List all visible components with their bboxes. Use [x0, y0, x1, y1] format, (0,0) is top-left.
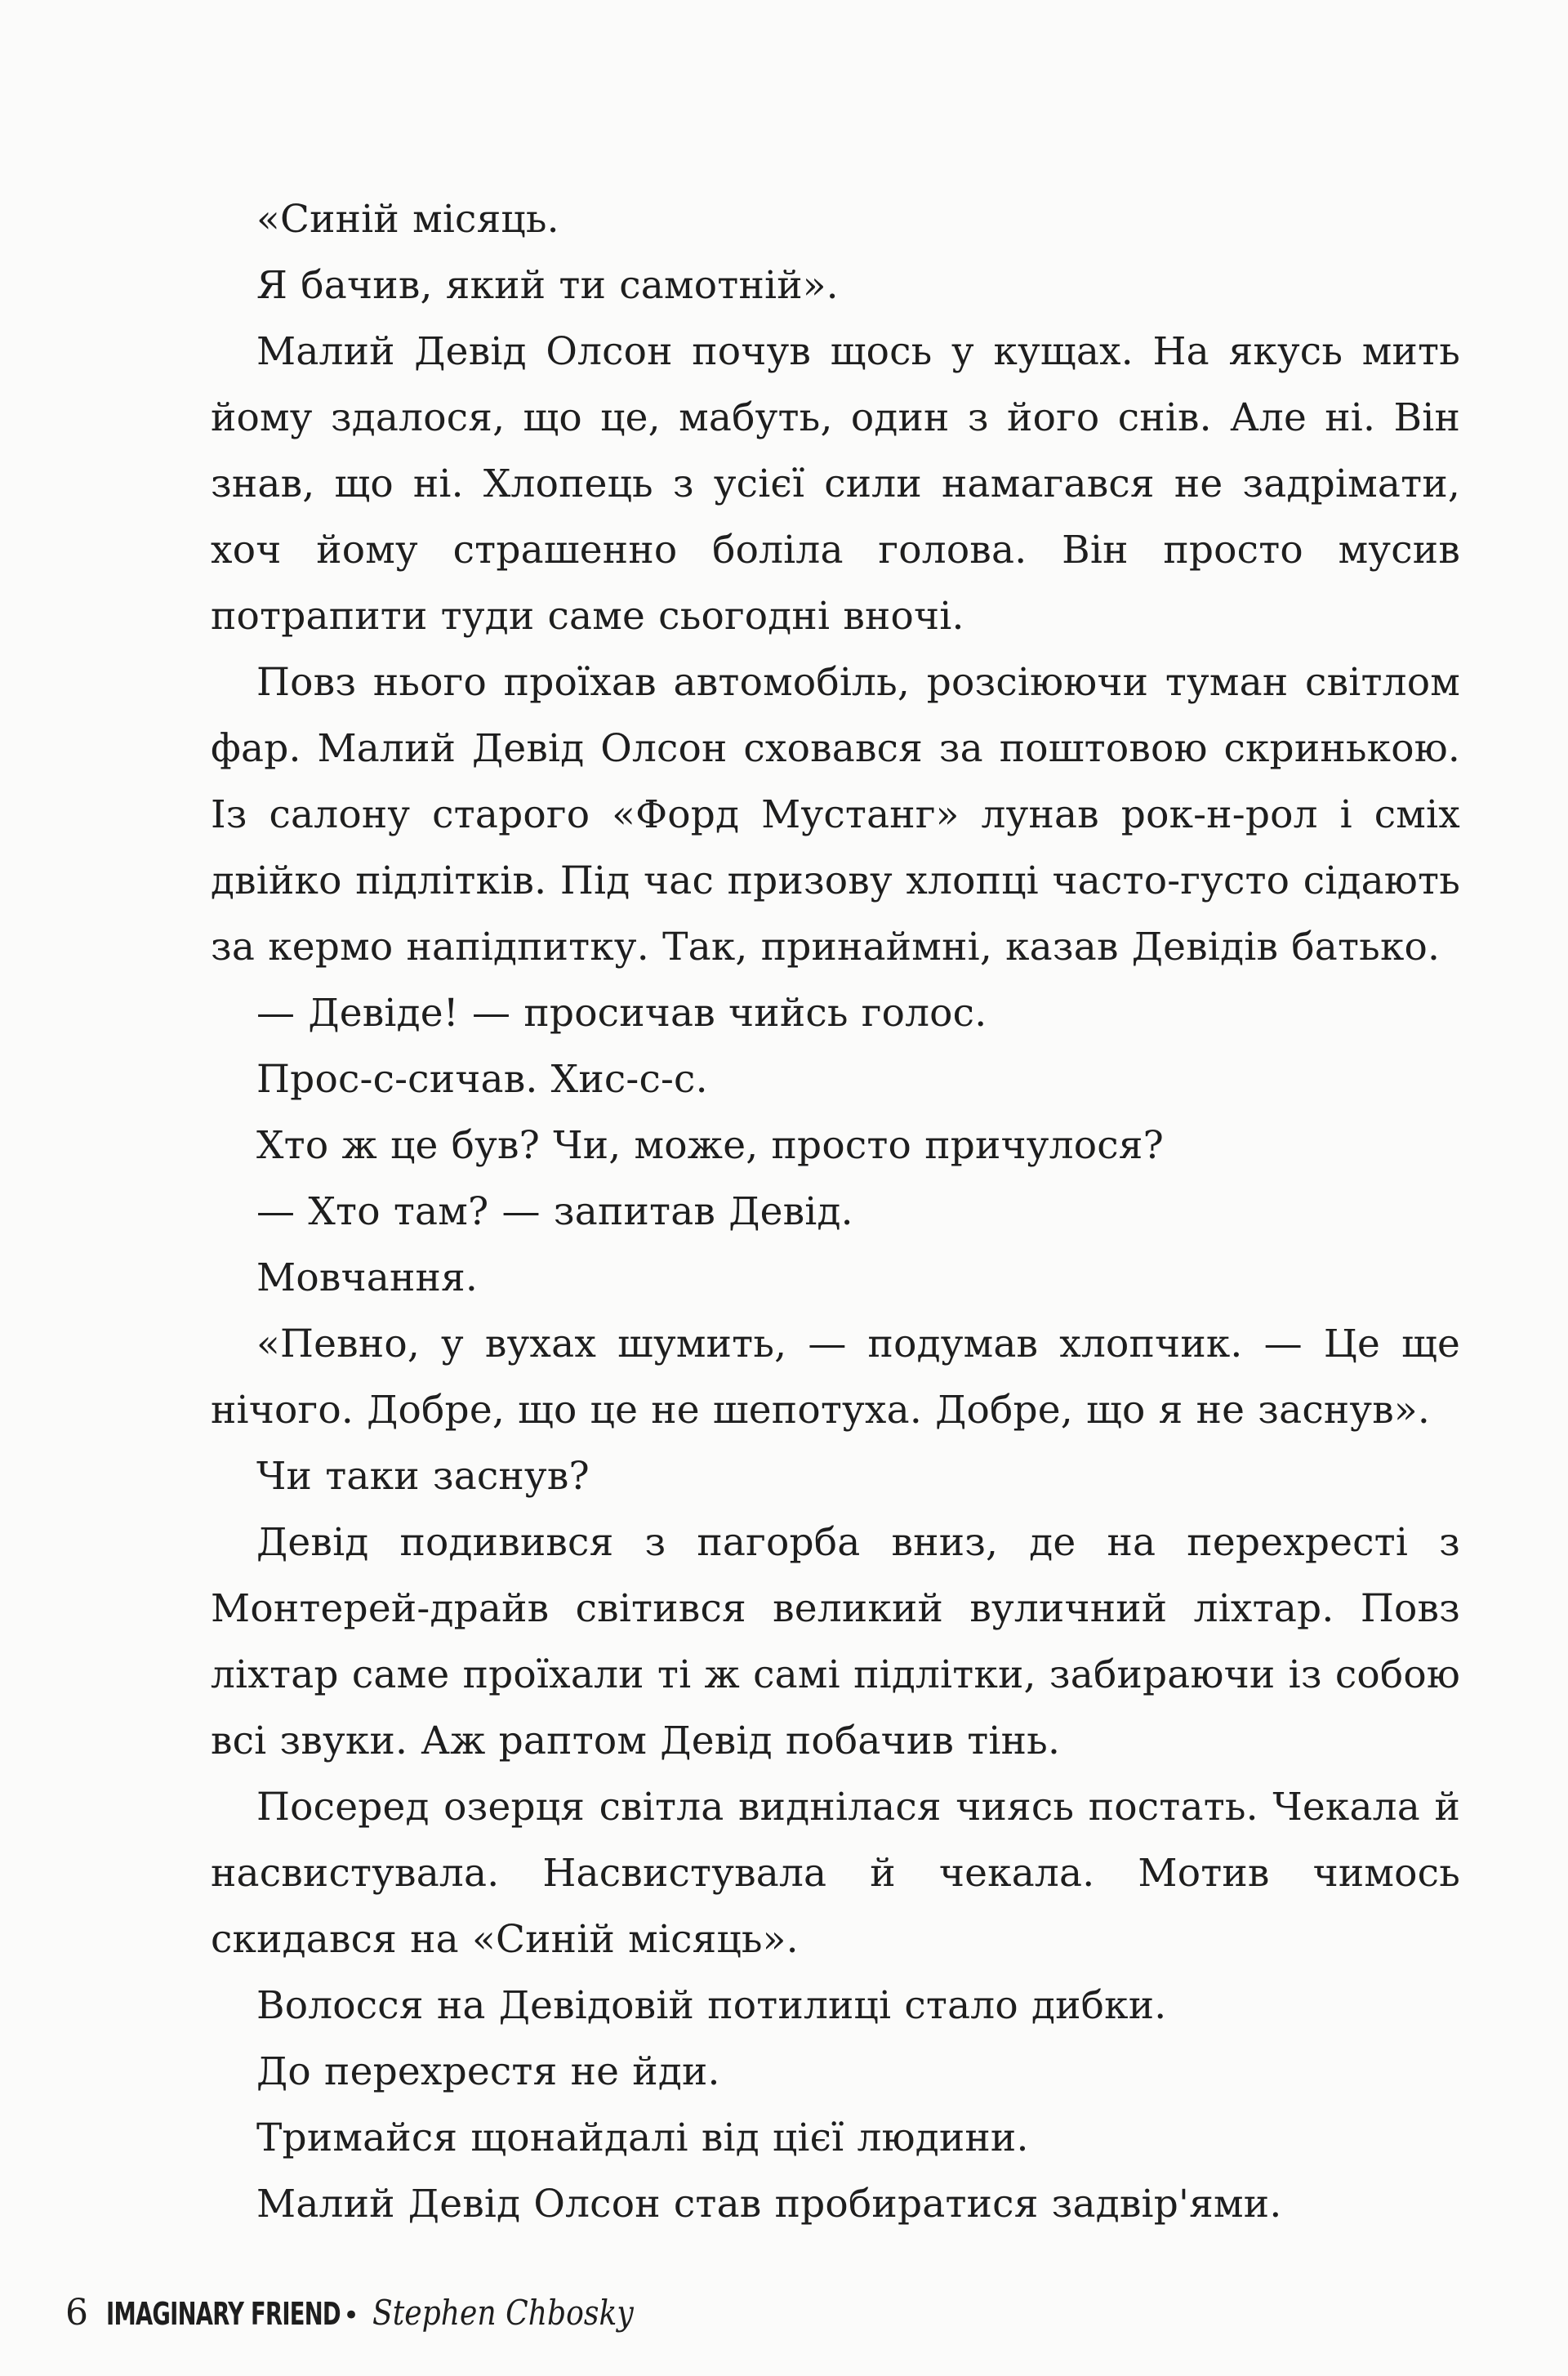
- paragraph: Тримайся щонайдалі від цієї людини.: [256, 2115, 1029, 2160]
- paragraph: — Девіде! — просичав чийсь голос.: [256, 991, 987, 1036]
- paragraph: Девід подивився з пагорба вниз, де на перехресті з Монтерей-драйв світився великий вуличний ліхтар. Повз ліхтар саме проїхали ті ж самі підлітки, забираючи із собою всі звуки. Аж раптом Девід побачив тінь.: [211, 1520, 1460, 1763]
- paragraph: «Певно, у вухах шумить, — подумав хлопчик. — Це ще нічого. Добре, що це не шепотуха. Добре, що я не заснув».: [211, 1322, 1460, 1433]
- paragraph: — Хто там? — запитав Девід.: [256, 1189, 853, 1234]
- paragraph: До перехрестя не йди.: [256, 2049, 720, 2094]
- paragraph: Малий Девід Олсон почув щось у кущах. На якусь мить йому здалося, що це, мабуть, один з його снів. Але ні. Він знав, що ні. Хлопець з усієї сили намагався не задрімати, хоч йому страшенно боліла голова. Він просто мусив потрапити туди саме сьогодні вночі.: [211, 329, 1460, 639]
- footer-separator: •: [343, 2299, 360, 2332]
- body-text: [211, 186, 1460, 2237]
- paragraph: Волосся на Девідовій потилиці стало дибки.: [256, 1983, 1167, 2028]
- paragraph: Посеред озерця світла виднілася чиясь постать. Чекала й насвистувала. Насвистувала й чекала. Мотив чимось скидався на «Синій місяць».: [211, 1785, 1460, 1962]
- paragraph: «Синій місяць.: [256, 197, 559, 242]
- paragraph: Мовчання.: [256, 1255, 479, 1300]
- running-head-author: Stephen Chbosky: [372, 2293, 634, 2333]
- page-footer: [65, 2292, 676, 2341]
- paragraph: Чи таки заснув?: [256, 1454, 590, 1499]
- running-head-title: IMAGINARY FRIEND: [106, 2296, 341, 2332]
- page-number: 6: [65, 2292, 88, 2334]
- paragraph: Прос-с-сичав. Хис-с-с.: [256, 1057, 708, 1102]
- paragraph: Повз нього проїхав автомобіль, розсіюючи туман світлом фар. Малий Девід Олсон сховався за поштовою скринькою. Із салону старого «Форд Мустанг» лунав рок-н-рол і сміх двійко підлітків. Під час призову хлопці часто-густо сідають за кермо напідпитку. Так, принаймні, казав Девідів батько.: [211, 660, 1460, 970]
- paragraph: Малий Девід Олсон став пробиратися задвір'ями.: [256, 2182, 1282, 2227]
- paragraph: Хто ж це був? Чи, може, просто причулося?: [256, 1123, 1164, 1168]
- paragraph: Я бачив, який ти самотній».: [256, 263, 839, 308]
